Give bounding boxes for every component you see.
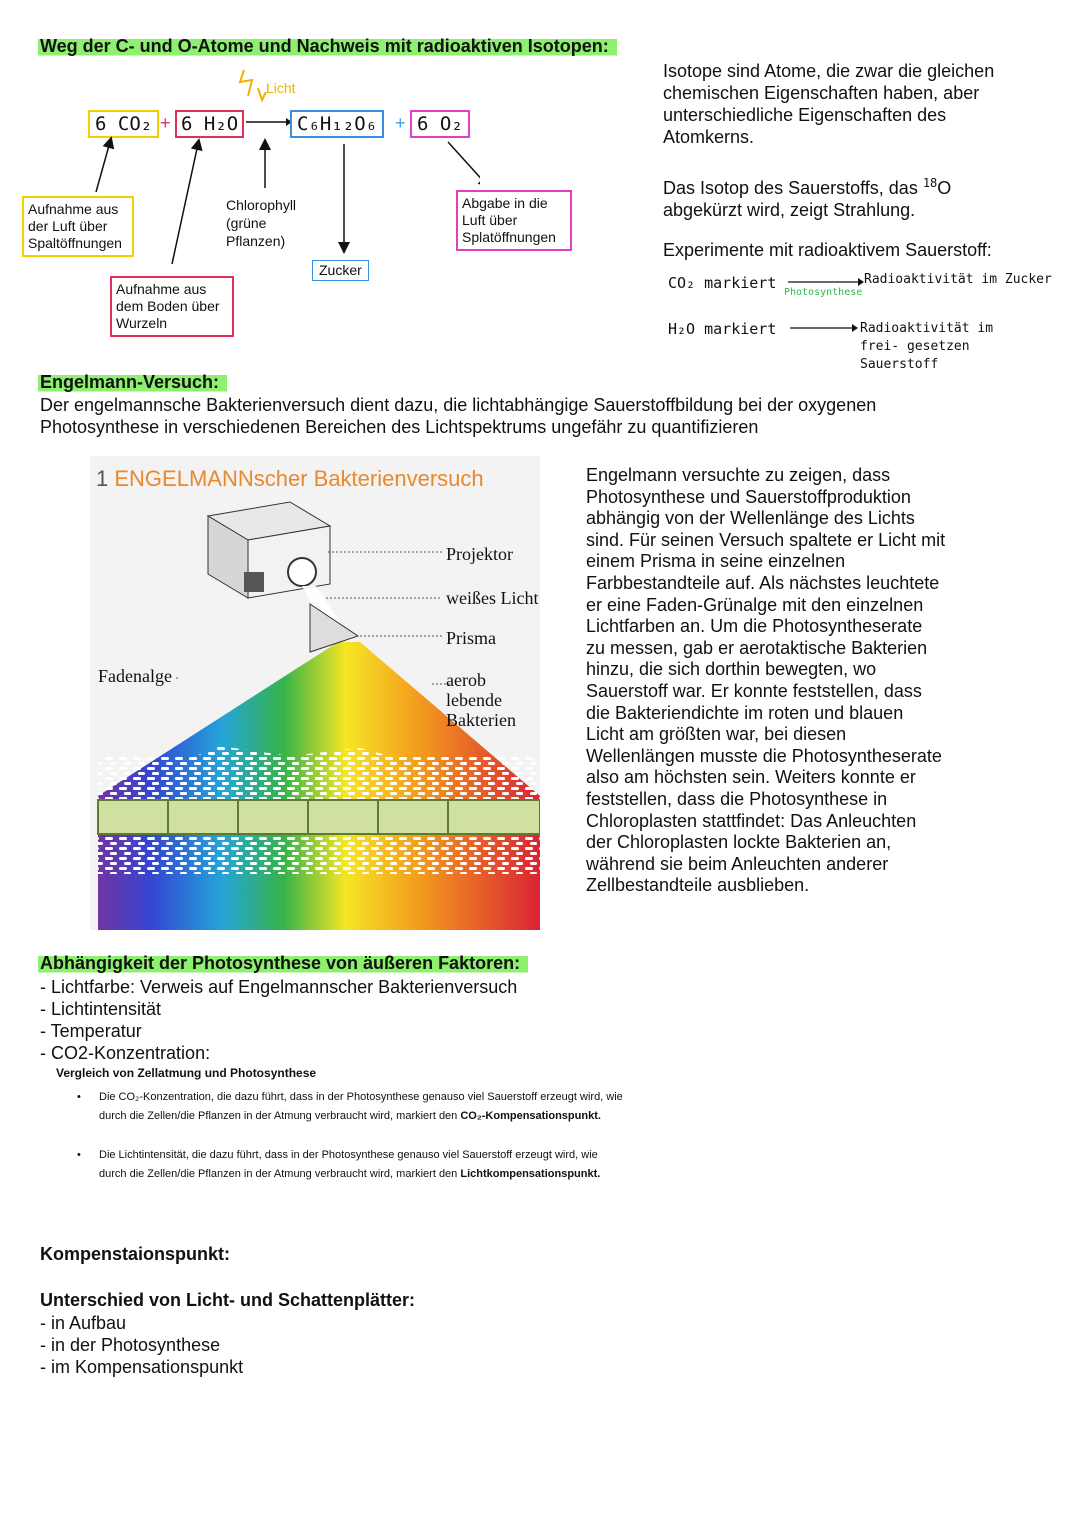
label-fadenalge: Fadenalge [98, 666, 172, 686]
exp2-left: H₂O markiert [668, 320, 777, 338]
experiments-title: Experimente mit radioaktivem Sauerstoff: [663, 240, 992, 260]
list-item: - Lichtfarbe: Verweis auf Engelmannscher Bakterienversuch [40, 977, 518, 997]
section-heading-isotopes: Weg der C- und O-Atome und Nachweis mit radioaktiven Isotopen: [38, 36, 617, 57]
exp1-right: Radioaktivität im Zucker [864, 272, 1052, 287]
engelmann-text: Engelmann versuchte zu zeigen, dass Photosynthese und Sauerstoffproduktion abhängig von der Wellenlänge des Lichts sind. Für seinen Versuch spaltete er Licht mit einem Prisma in seine einzelnen Farbbestandteile auf. Als nächstes leuchtete er eine Faden-Grünalge mit den einzelnen Lichtfarben an. Um die Photosyntheserate zu messen, gab er aerotaktische Bakterien hinzu, die sich dorthin bewegten, wo Sauerstoff war. Er konnte feststellen, dass die Bakteriendichte im roten und blauen Licht am größten war, bei diesen Wellenlängen musste die Photosyntheserate also am höchsten sein. Weiters konnte er feststellen, dass die Photosynthese in Chloroplasten stattfindet: Das Anleuchten der Chloroplasten lockte Bakterien an, während sie beim Anleuchten anderer Zellbestandteile ausblieben. [586, 465, 946, 896]
box-abgabe: Abgabe in die Luft über Splatöffnungen [456, 190, 572, 251]
figure-title [96, 466, 484, 492]
isotope-symbol: O [937, 178, 952, 198]
exp1-left: CO₂ markiert [668, 274, 777, 292]
section-heading-licht-schatten: Unterschied von Licht- und Schattenplätter: [40, 1290, 416, 1310]
label-prisma: Prisma [446, 628, 497, 648]
reaction-arrow [244, 112, 294, 132]
bullet-co2-term: CO₂-Kompensationspunkt. [460, 1110, 601, 1122]
eq-o2: 6 O₂ [410, 110, 470, 138]
bullet-co2 [77, 1088, 644, 1126]
isotope-oxygen-prefix: Das Isotop des Sauerstoffs, das [663, 178, 918, 198]
list-item: - Temperatur [40, 1021, 142, 1041]
figure-number: 1 [96, 466, 109, 491]
eq-h2o: 6 H₂O [175, 110, 244, 138]
isotope-oxygen [663, 172, 1023, 221]
bullet-co2-text: Die CO₂-Konzentration, die dazu führt, dass in der Photosynthese genauso viel Sauerstoff erzeugt wird, wie durch die Zellen/die Pflanzen in der Atmung verbraucht wird, markiert den [99, 1091, 623, 1122]
exp2-right: Radioaktivität im frei- gesetzen Sauerstoff [860, 321, 994, 372]
licht-schatten-list [40, 1312, 243, 1378]
box-zucker: Zucker [312, 260, 369, 281]
list-item: - in Aufbau [40, 1313, 127, 1333]
licht-label: Licht [266, 80, 296, 96]
box-aufnahme-boden: Aufnahme aus dem Boden über Wurzeln [110, 276, 234, 337]
eq-glucose: C₆H₁₂O₆ [290, 110, 384, 138]
eq-co2: 6 CO₂ [88, 110, 159, 138]
isotope-oxygen-suffix: abgekürzt wird, zeigt Strahlung. [663, 200, 916, 220]
bullet-licht-term: Lichtkompensationspunkt. [460, 1168, 601, 1180]
bullet-dot: • [77, 1149, 81, 1161]
isotope-mass: 18 [922, 176, 938, 190]
bullet-dot: • [77, 1091, 81, 1103]
engelmann-intro: Der engelmannsche Bakterienversuch dient dazu, die lichtabhängige Sauerstoffbildung bei der oxygenen Photosynthese in verschiedenen Bereichen des Lichtspektrums ungefähr zu quantifizieren [40, 395, 877, 437]
list-item: - Lichtintensität [40, 999, 162, 1019]
bullet-licht [77, 1146, 624, 1184]
exp2-arrow [788, 322, 860, 334]
eq-plus-2: + [395, 113, 406, 133]
chlorophyll-label: Chlorophyll (grüne Pflanzen) [226, 197, 297, 249]
exp1-arrow-label: Photosynthese [784, 287, 863, 298]
bullet-licht-text: Die Lichtintensität, die dazu führt, dass in der Photosynthese genauso viel Sauerstoff erzeugt wird, wie durch die Zellen/die Pflanzen in der Atmung verbraucht wird, markiert den [99, 1149, 598, 1180]
section-heading-engelmann: Engelmann-Versuch: [38, 372, 227, 393]
label-projektor: Projektor [446, 544, 513, 564]
eq-plus-1: + [160, 113, 171, 133]
vergleich-heading: Vergleich von Zellatmung und Photosynthese [56, 1066, 317, 1080]
section-heading-faktoren: Abhängigkeit der Photosynthese von äußeren Faktoren: [38, 953, 528, 974]
list-item: - in der Photosynthese [40, 1335, 221, 1355]
isotope-definition: Isotope sind Atome, die zwar die gleichen chemischen Eigenschaften haben, aber unterschiedliche Eigenschaften des Atomkerns. [663, 61, 995, 147]
faktoren-list [40, 976, 517, 1064]
section-heading-kompensation: Kompenstaionspunkt: [40, 1244, 231, 1264]
engelmann-figure [90, 456, 540, 930]
label-weisses-licht: weißes Licht [446, 588, 539, 608]
list-item: - im Kompensationspunkt [40, 1357, 244, 1377]
figure-title-text: ENGELMANNscher Bakterienversuch [114, 466, 484, 491]
box-aufnahme-luft: Aufnahme aus der Luft über Spaltöffnungen [22, 196, 134, 257]
label-bakterien: aerob lebende Bakterien [446, 670, 516, 730]
list-item: - CO2-Konzentration: [40, 1043, 211, 1063]
